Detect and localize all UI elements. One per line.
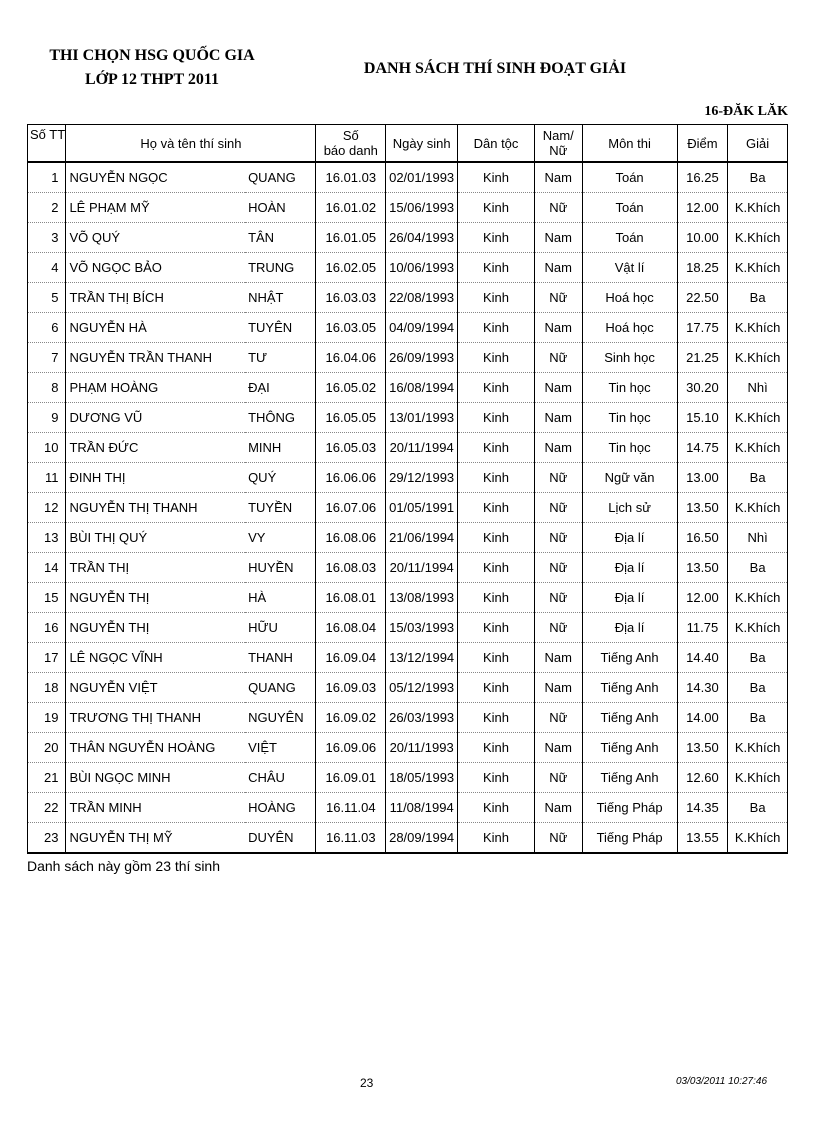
cell-gender: Nữ — [534, 193, 582, 223]
cell-award: Ba — [728, 553, 788, 583]
col-header-score: Điểm — [677, 125, 728, 163]
cell-gender: Nữ — [534, 553, 582, 583]
cell-stt: 8 — [28, 373, 66, 403]
cell-award: K.Khích — [728, 733, 788, 763]
cell-ethnic: Kinh — [458, 283, 535, 313]
cell-score: 16.50 — [677, 523, 728, 553]
table-row — [28, 793, 788, 823]
candidate-count-note: Danh sách này gồm 23 thí sinh — [27, 858, 221, 874]
cell-score: 30.20 — [677, 373, 728, 403]
cell-gender: Nữ — [534, 613, 582, 643]
cell-given-name: DUYÊN — [245, 823, 316, 854]
cell-subject: Địa lí — [582, 553, 677, 583]
cell-ethnic: Kinh — [458, 493, 535, 523]
cell-given-name: THANH — [245, 643, 316, 673]
table-row — [28, 313, 788, 343]
cell-subject: Tiếng Pháp — [582, 793, 677, 823]
cell-gender: Nam — [534, 673, 582, 703]
cell-sbd: 16.01.03 — [316, 162, 386, 193]
cell-given-name: CHÂU — [245, 763, 316, 793]
cell-award: K.Khích — [728, 313, 788, 343]
cell-ethnic: Kinh — [458, 223, 535, 253]
cell-subject: Tiếng Anh — [582, 733, 677, 763]
cell-given-name: TUYỀN — [245, 493, 316, 523]
table-header-row — [28, 125, 788, 163]
cell-stt: 13 — [28, 523, 66, 553]
cell-ethnic: Kinh — [458, 193, 535, 223]
exam-name: THI CHỌN HSG QUỐC GIA — [49, 47, 255, 64]
cell-dob: 20/11/1994 — [386, 553, 458, 583]
cell-surname: NGUYỄN VIỆT — [66, 673, 245, 703]
cell-surname: TRƯƠNG THỊ THANH — [66, 703, 245, 733]
col-header-subject: Môn thi — [582, 125, 677, 163]
cell-gender: Nữ — [534, 493, 582, 523]
cell-sbd: 16.05.02 — [316, 373, 386, 403]
cell-ethnic: Kinh — [458, 583, 535, 613]
table-row — [28, 343, 788, 373]
table-row — [28, 403, 788, 433]
cell-ethnic: Kinh — [458, 733, 535, 763]
table-row — [28, 463, 788, 493]
cell-stt: 20 — [28, 733, 66, 763]
cell-surname: TRẦN MINH — [66, 793, 245, 823]
cell-gender: Nữ — [534, 283, 582, 313]
cell-dob: 15/06/1993 — [386, 193, 458, 223]
cell-sbd: 16.05.05 — [316, 403, 386, 433]
cell-award: K.Khích — [728, 403, 788, 433]
cell-subject: Tiếng Anh — [582, 643, 677, 673]
cell-score: 12.00 — [677, 193, 728, 223]
cell-sbd: 16.03.05 — [316, 313, 386, 343]
cell-dob: 11/08/1994 — [386, 793, 458, 823]
table-row — [28, 433, 788, 463]
cell-award: K.Khích — [728, 343, 788, 373]
cell-dob: 16/08/1994 — [386, 373, 458, 403]
cell-surname: NGUYỄN NGỌC — [66, 162, 245, 193]
cell-subject: Tiếng Pháp — [582, 823, 677, 854]
cell-score: 22.50 — [677, 283, 728, 313]
cell-surname: NGUYỄN THỊ MỸ — [66, 823, 245, 854]
cell-gender: Nữ — [534, 343, 582, 373]
cell-stt: 3 — [28, 223, 66, 253]
cell-score: 11.75 — [677, 613, 728, 643]
cell-stt: 10 — [28, 433, 66, 463]
cell-ethnic: Kinh — [458, 553, 535, 583]
cell-score: 13.50 — [677, 493, 728, 523]
table-row — [28, 223, 788, 253]
cell-surname: ĐINH THỊ — [66, 463, 245, 493]
print-timestamp: 03/03/2011 10:27:46 — [676, 1076, 768, 1087]
cell-subject: Toán — [582, 193, 677, 223]
table-row — [28, 733, 788, 763]
cell-score: 16.25 — [677, 162, 728, 193]
cell-dob: 26/09/1993 — [386, 343, 458, 373]
cell-ethnic: Kinh — [458, 613, 535, 643]
cell-surname: NGUYỄN HÀ — [66, 313, 245, 343]
cell-gender: Nữ — [534, 523, 582, 553]
page-title: DANH SÁCH THÍ SINH ĐOẠT GIẢI — [363, 60, 627, 77]
cell-award: Ba — [728, 162, 788, 193]
cell-given-name: TÂN — [245, 223, 316, 253]
cell-subject: Hoá học — [582, 313, 677, 343]
cell-gender: Nam — [534, 733, 582, 763]
cell-score: 21.25 — [677, 343, 728, 373]
cell-award: Ba — [728, 793, 788, 823]
cell-subject: Tiếng Anh — [582, 703, 677, 733]
cell-sbd: 16.11.04 — [316, 793, 386, 823]
cell-award: Ba — [728, 643, 788, 673]
cell-sbd: 16.01.05 — [316, 223, 386, 253]
cell-dob: 26/04/1993 — [386, 223, 458, 253]
cell-award: Ba — [728, 703, 788, 733]
cell-given-name: NHẬT — [245, 283, 316, 313]
cell-stt: 22 — [28, 793, 66, 823]
cell-ethnic: Kinh — [458, 313, 535, 343]
table-row — [28, 613, 788, 643]
cell-ethnic: Kinh — [458, 793, 535, 823]
cell-sbd: 16.08.03 — [316, 553, 386, 583]
cell-award: K.Khích — [728, 433, 788, 463]
province-code: 16-ĐĂK LĂK — [704, 104, 788, 119]
cell-dob: 01/05/1991 — [386, 493, 458, 523]
cell-stt: 14 — [28, 553, 66, 583]
table-row — [28, 253, 788, 283]
cell-given-name: VIỆT — [245, 733, 316, 763]
cell-score: 14.40 — [677, 643, 728, 673]
cell-surname: TRẦN ĐỨC — [66, 433, 245, 463]
cell-score: 10.00 — [677, 223, 728, 253]
cell-sbd: 16.06.06 — [316, 463, 386, 493]
col-header-name: Họ và tên thí sinh — [66, 125, 316, 163]
cell-subject: Lịch sử — [582, 493, 677, 523]
cell-sbd: 16.08.06 — [316, 523, 386, 553]
cell-score: 13.50 — [677, 553, 728, 583]
cell-sbd: 16.05.03 — [316, 433, 386, 463]
cell-award: Ba — [728, 673, 788, 703]
cell-score: 13.00 — [677, 463, 728, 493]
cell-ethnic: Kinh — [458, 373, 535, 403]
cell-dob: 13/01/1993 — [386, 403, 458, 433]
cell-score: 14.00 — [677, 703, 728, 733]
cell-stt: 16 — [28, 613, 66, 643]
table-row — [28, 673, 788, 703]
cell-sbd: 16.09.01 — [316, 763, 386, 793]
cell-given-name: TƯ — [245, 343, 316, 373]
cell-stt: 2 — [28, 193, 66, 223]
winners-table — [27, 124, 788, 854]
cell-ethnic: Kinh — [458, 433, 535, 463]
cell-gender: Nam — [534, 373, 582, 403]
cell-sbd: 16.01.02 — [316, 193, 386, 223]
cell-subject: Tin học — [582, 373, 677, 403]
cell-score: 12.60 — [677, 763, 728, 793]
cell-score: 14.75 — [677, 433, 728, 463]
cell-subject: Ngữ văn — [582, 463, 677, 493]
cell-stt: 19 — [28, 703, 66, 733]
cell-subject: Toán — [582, 223, 677, 253]
cell-surname: PHẠM HOÀNG — [66, 373, 245, 403]
cell-gender: Nữ — [534, 463, 582, 493]
cell-surname: TRẦN THỊ BÍCH — [66, 283, 245, 313]
cell-award: Nhì — [728, 373, 788, 403]
cell-score: 13.50 — [677, 733, 728, 763]
cell-stt: 5 — [28, 283, 66, 313]
cell-subject: Địa lí — [582, 523, 677, 553]
cell-subject: Địa lí — [582, 583, 677, 613]
cell-dob: 21/06/1994 — [386, 523, 458, 553]
cell-score: 13.55 — [677, 823, 728, 854]
cell-given-name: HỮU — [245, 613, 316, 643]
cell-gender: Nữ — [534, 583, 582, 613]
cell-stt: 12 — [28, 493, 66, 523]
cell-subject: Vật lí — [582, 253, 677, 283]
cell-surname: LÊ NGỌC VĨNH — [66, 643, 245, 673]
cell-surname: THÂN NGUYỄN HOÀNG — [66, 733, 245, 763]
cell-surname: BÙI THỊ QUÝ — [66, 523, 245, 553]
cell-stt: 18 — [28, 673, 66, 703]
cell-sbd: 16.08.01 — [316, 583, 386, 613]
cell-given-name: NGUYÊN — [245, 703, 316, 733]
cell-ethnic: Kinh — [458, 343, 535, 373]
cell-score: 15.10 — [677, 403, 728, 433]
cell-sbd: 16.04.06 — [316, 343, 386, 373]
cell-given-name: HOÀN — [245, 193, 316, 223]
cell-dob: 26/03/1993 — [386, 703, 458, 733]
cell-sbd: 16.07.06 — [316, 493, 386, 523]
cell-award: K.Khích — [728, 223, 788, 253]
cell-subject: Tin học — [582, 433, 677, 463]
cell-ethnic: Kinh — [458, 673, 535, 703]
cell-surname: VÕ QUÝ — [66, 223, 245, 253]
cell-gender: Nam — [534, 433, 582, 463]
cell-surname: NGUYỄN THỊ — [66, 583, 245, 613]
cell-score: 12.00 — [677, 583, 728, 613]
cell-score: 14.30 — [677, 673, 728, 703]
cell-ethnic: Kinh — [458, 403, 535, 433]
cell-dob: 18/05/1993 — [386, 763, 458, 793]
cell-dob: 02/01/1993 — [386, 162, 458, 193]
cell-sbd: 16.09.02 — [316, 703, 386, 733]
cell-dob: 20/11/1993 — [386, 733, 458, 763]
cell-dob: 22/08/1993 — [386, 283, 458, 313]
cell-stt: 9 — [28, 403, 66, 433]
cell-given-name: THÔNG — [245, 403, 316, 433]
table-row — [28, 373, 788, 403]
cell-stt: 7 — [28, 343, 66, 373]
table-row — [28, 493, 788, 523]
cell-given-name: QUÝ — [245, 463, 316, 493]
cell-score: 14.35 — [677, 793, 728, 823]
cell-subject: Địa lí — [582, 613, 677, 643]
cell-stt: 4 — [28, 253, 66, 283]
cell-surname: NGUYỄN TRẦN THANH — [66, 343, 245, 373]
cell-award: K.Khích — [728, 613, 788, 643]
cell-award: Nhì — [728, 523, 788, 553]
cell-subject: Hoá học — [582, 283, 677, 313]
cell-ethnic: Kinh — [458, 643, 535, 673]
cell-subject: Tiếng Anh — [582, 673, 677, 703]
cell-given-name: TRUNG — [245, 253, 316, 283]
cell-gender: Nam — [534, 643, 582, 673]
exam-grade-year: LỚP 12 THPT 2011 — [84, 71, 220, 88]
cell-given-name: VY — [245, 523, 316, 553]
cell-dob: 13/12/1994 — [386, 643, 458, 673]
cell-gender: Nữ — [534, 703, 582, 733]
cell-stt: 21 — [28, 763, 66, 793]
cell-sbd: 16.09.06 — [316, 733, 386, 763]
cell-ethnic: Kinh — [458, 823, 535, 854]
cell-stt: 17 — [28, 643, 66, 673]
cell-dob: 15/03/1993 — [386, 613, 458, 643]
cell-sbd: 16.09.03 — [316, 673, 386, 703]
cell-dob: 05/12/1993 — [386, 673, 458, 703]
cell-ethnic: Kinh — [458, 763, 535, 793]
page-number: 23 — [360, 1076, 374, 1090]
cell-award: K.Khích — [728, 583, 788, 613]
cell-gender: Nam — [534, 162, 582, 193]
cell-sbd: 16.02.05 — [316, 253, 386, 283]
cell-gender: Nữ — [534, 763, 582, 793]
cell-dob: 13/08/1993 — [386, 583, 458, 613]
cell-stt: 6 — [28, 313, 66, 343]
cell-given-name: ĐẠI — [245, 373, 316, 403]
cell-gender: Nữ — [534, 823, 582, 854]
cell-award: K.Khích — [728, 193, 788, 223]
table-row — [28, 583, 788, 613]
cell-score: 18.25 — [677, 253, 728, 283]
cell-stt: 15 — [28, 583, 66, 613]
cell-given-name: HUYỀN — [245, 553, 316, 583]
cell-gender: Nam — [534, 253, 582, 283]
col-header-dob: Ngày sinh — [386, 125, 458, 163]
cell-sbd: 16.09.04 — [316, 643, 386, 673]
cell-surname: LÊ PHẠM MỸ — [66, 193, 245, 223]
cell-surname: NGUYỄN THỊ THANH — [66, 493, 245, 523]
cell-given-name: HOÀNG — [245, 793, 316, 823]
cell-surname: VÕ NGỌC BẢO — [66, 253, 245, 283]
col-header-sbd: Số báo danh — [316, 125, 386, 163]
cell-ethnic: Kinh — [458, 703, 535, 733]
cell-dob: 29/12/1993 — [386, 463, 458, 493]
cell-ethnic: Kinh — [458, 162, 535, 193]
table-row — [28, 763, 788, 793]
cell-stt: 1 — [28, 162, 66, 193]
cell-award: Ba — [728, 463, 788, 493]
cell-score: 17.75 — [677, 313, 728, 343]
col-header-stt: Số TT — [28, 125, 66, 163]
cell-sbd: 16.08.04 — [316, 613, 386, 643]
cell-gender: Nam — [534, 403, 582, 433]
table-row — [28, 643, 788, 673]
cell-sbd: 16.03.03 — [316, 283, 386, 313]
cell-surname: DƯƠNG VŨ — [66, 403, 245, 433]
cell-subject: Toán — [582, 162, 677, 193]
cell-ethnic: Kinh — [458, 523, 535, 553]
cell-award: K.Khích — [728, 253, 788, 283]
cell-dob: 20/11/1994 — [386, 433, 458, 463]
cell-dob: 04/09/1994 — [386, 313, 458, 343]
cell-award: K.Khích — [728, 493, 788, 523]
cell-ethnic: Kinh — [458, 253, 535, 283]
cell-ethnic: Kinh — [458, 463, 535, 493]
table-row — [28, 553, 788, 583]
cell-gender: Nam — [534, 313, 582, 343]
cell-surname: NGUYỄN THỊ — [66, 613, 245, 643]
cell-given-name: HÀ — [245, 583, 316, 613]
cell-surname: BÙI NGỌC MINH — [66, 763, 245, 793]
cell-given-name: MINH — [245, 433, 316, 463]
cell-stt: 23 — [28, 823, 66, 854]
table-row — [28, 703, 788, 733]
cell-dob: 28/09/1994 — [386, 823, 458, 854]
col-header-gender: Nam/ Nữ — [534, 125, 582, 163]
cell-stt: 11 — [28, 463, 66, 493]
cell-given-name: TUYÊN — [245, 313, 316, 343]
cell-dob: 10/06/1993 — [386, 253, 458, 283]
cell-subject: Tiếng Anh — [582, 763, 677, 793]
cell-gender: Nam — [534, 223, 582, 253]
table-row — [28, 193, 788, 223]
cell-award: Ba — [728, 283, 788, 313]
table-row — [28, 523, 788, 553]
cell-award: K.Khích — [728, 763, 788, 793]
cell-award: K.Khích — [728, 823, 788, 854]
col-header-award: Giải — [728, 125, 788, 163]
cell-subject: Tin học — [582, 403, 677, 433]
table-row — [28, 283, 788, 313]
col-header-ethnic: Dân tộc — [458, 125, 535, 163]
cell-sbd: 16.11.03 — [316, 823, 386, 854]
table-row — [28, 823, 788, 854]
table-row — [28, 162, 788, 193]
cell-given-name: QUANG — [245, 162, 316, 193]
cell-gender: Nam — [534, 793, 582, 823]
cell-given-name: QUANG — [245, 673, 316, 703]
exam-header — [32, 44, 272, 92]
cell-subject: Sinh học — [582, 343, 677, 373]
cell-surname: TRẦN THỊ — [66, 553, 245, 583]
